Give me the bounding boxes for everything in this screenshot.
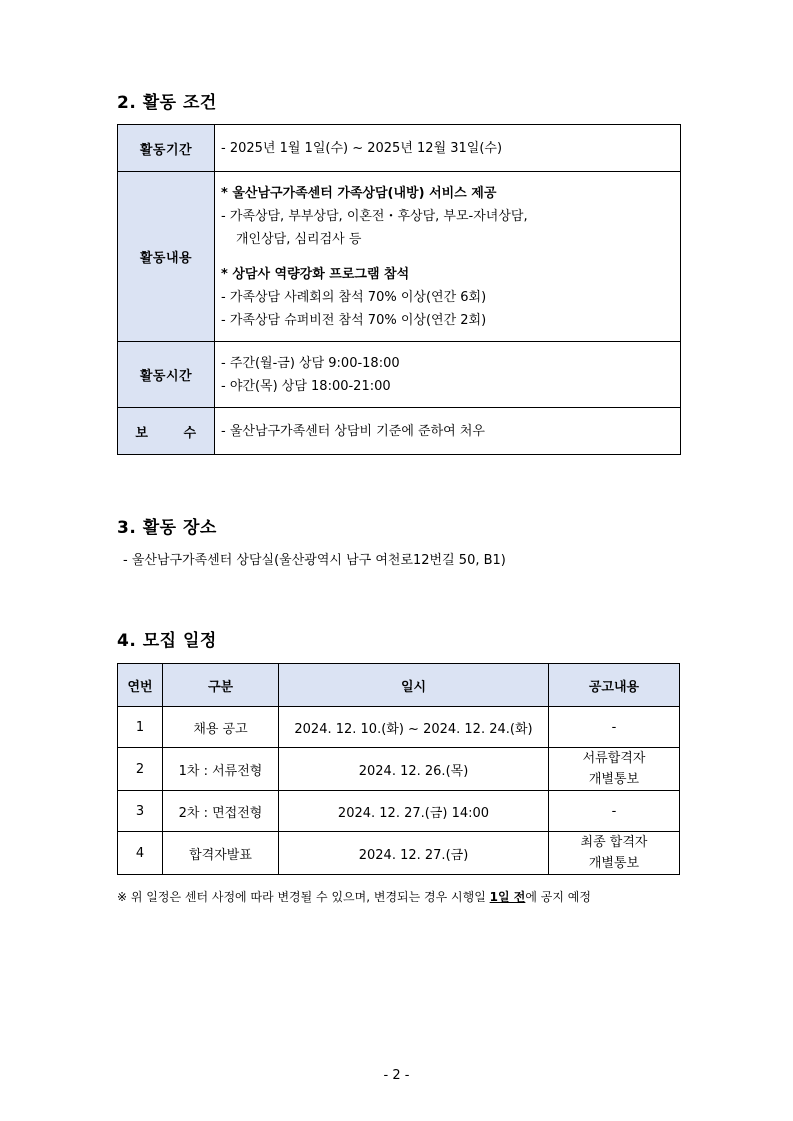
content-heading-1: * 울산남구가족센터 가족상담(내방) 서비스 제공: [221, 185, 497, 201]
location-text: - 울산남구가족센터 상담실(울산광역시 남구 여천로12번길 50, B1): [123, 553, 506, 568]
content-line-2: 개인상담, 심리검사 등: [236, 231, 362, 247]
content-value: [215, 172, 681, 342]
table-row: [118, 791, 680, 832]
time-line-2: - 야간(목) 상담 18:00-21:00: [221, 378, 391, 394]
activity-conditions-table: [117, 124, 681, 455]
row-type: 채용 공고: [163, 707, 279, 748]
table-row: [118, 707, 680, 748]
row-date: 2024. 12. 27.(금) 14:00: [279, 791, 549, 832]
row-notice: 서류합격자 개별통보: [549, 748, 680, 791]
content-line-3: - 가족상담 사례회의 참석 70% 이상(연간 6회): [221, 289, 487, 305]
content-heading-2: * 상담사 역량강화 프로그램 참석: [221, 266, 410, 282]
schedule-table: [117, 663, 680, 875]
table-row: [118, 832, 680, 875]
row-no: 1: [118, 707, 163, 748]
row-notice: -: [549, 791, 680, 832]
row-no: 4: [118, 832, 163, 875]
time-line-1: - 주간(월-금) 상담 9:00-18:00: [221, 355, 400, 371]
section2-heading: 2. 활동 조건: [117, 93, 217, 113]
row-notice: -: [549, 707, 680, 748]
time-label: 활동시간: [118, 342, 215, 408]
row-date: 2024. 12. 27.(금): [279, 832, 549, 875]
page-number: - 2 -: [383, 1068, 410, 1083]
schedule-note: ※ 위 일정은 센터 사정에 따라 변경될 수 있으며, 변경되는 경우 시행일 1일 전에 공지 예정: [117, 890, 591, 904]
row-notice: 최종 합격자 개별통보: [549, 832, 680, 875]
row-type: 2차 : 면접전형: [163, 791, 279, 832]
col-header-notice: 공고내용: [549, 664, 680, 707]
section3-heading: 3. 활동 장소: [117, 518, 217, 538]
period-value: - 2025년 1월 1일(수) ~ 2025년 12월 31일(수): [215, 125, 681, 172]
pay-value: - 울산남구가족센터 상담비 기준에 준하여 처우: [215, 408, 681, 455]
content-line-1: - 가족상담, 부부상담, 이혼전・후상담, 부모-자녀상담,: [221, 208, 528, 224]
row-type: 1차 : 서류전형: [163, 748, 279, 791]
row-date: 2024. 12. 26.(목): [279, 748, 549, 791]
row-type: 합격자발표: [163, 832, 279, 875]
table-row: [118, 748, 680, 791]
time-value: [215, 342, 681, 408]
col-header-date: 일시: [279, 664, 549, 707]
row-no: 3: [118, 791, 163, 832]
row-no: 2: [118, 748, 163, 791]
col-header-no: 연번: [118, 664, 163, 707]
content-label: 활동내용: [118, 172, 215, 342]
col-header-type: 구분: [163, 664, 279, 707]
content-line-4: - 가족상담 슈퍼비전 참석 70% 이상(연간 2회): [221, 312, 487, 328]
note-emphasis: 1일 전: [489, 890, 526, 904]
pay-label: 보 수: [118, 408, 215, 455]
section4-heading: 4. 모집 일정: [117, 631, 217, 651]
period-label: 활동기간: [118, 125, 215, 172]
row-date: 2024. 12. 10.(화) ~ 2024. 12. 24.(화): [279, 707, 549, 748]
